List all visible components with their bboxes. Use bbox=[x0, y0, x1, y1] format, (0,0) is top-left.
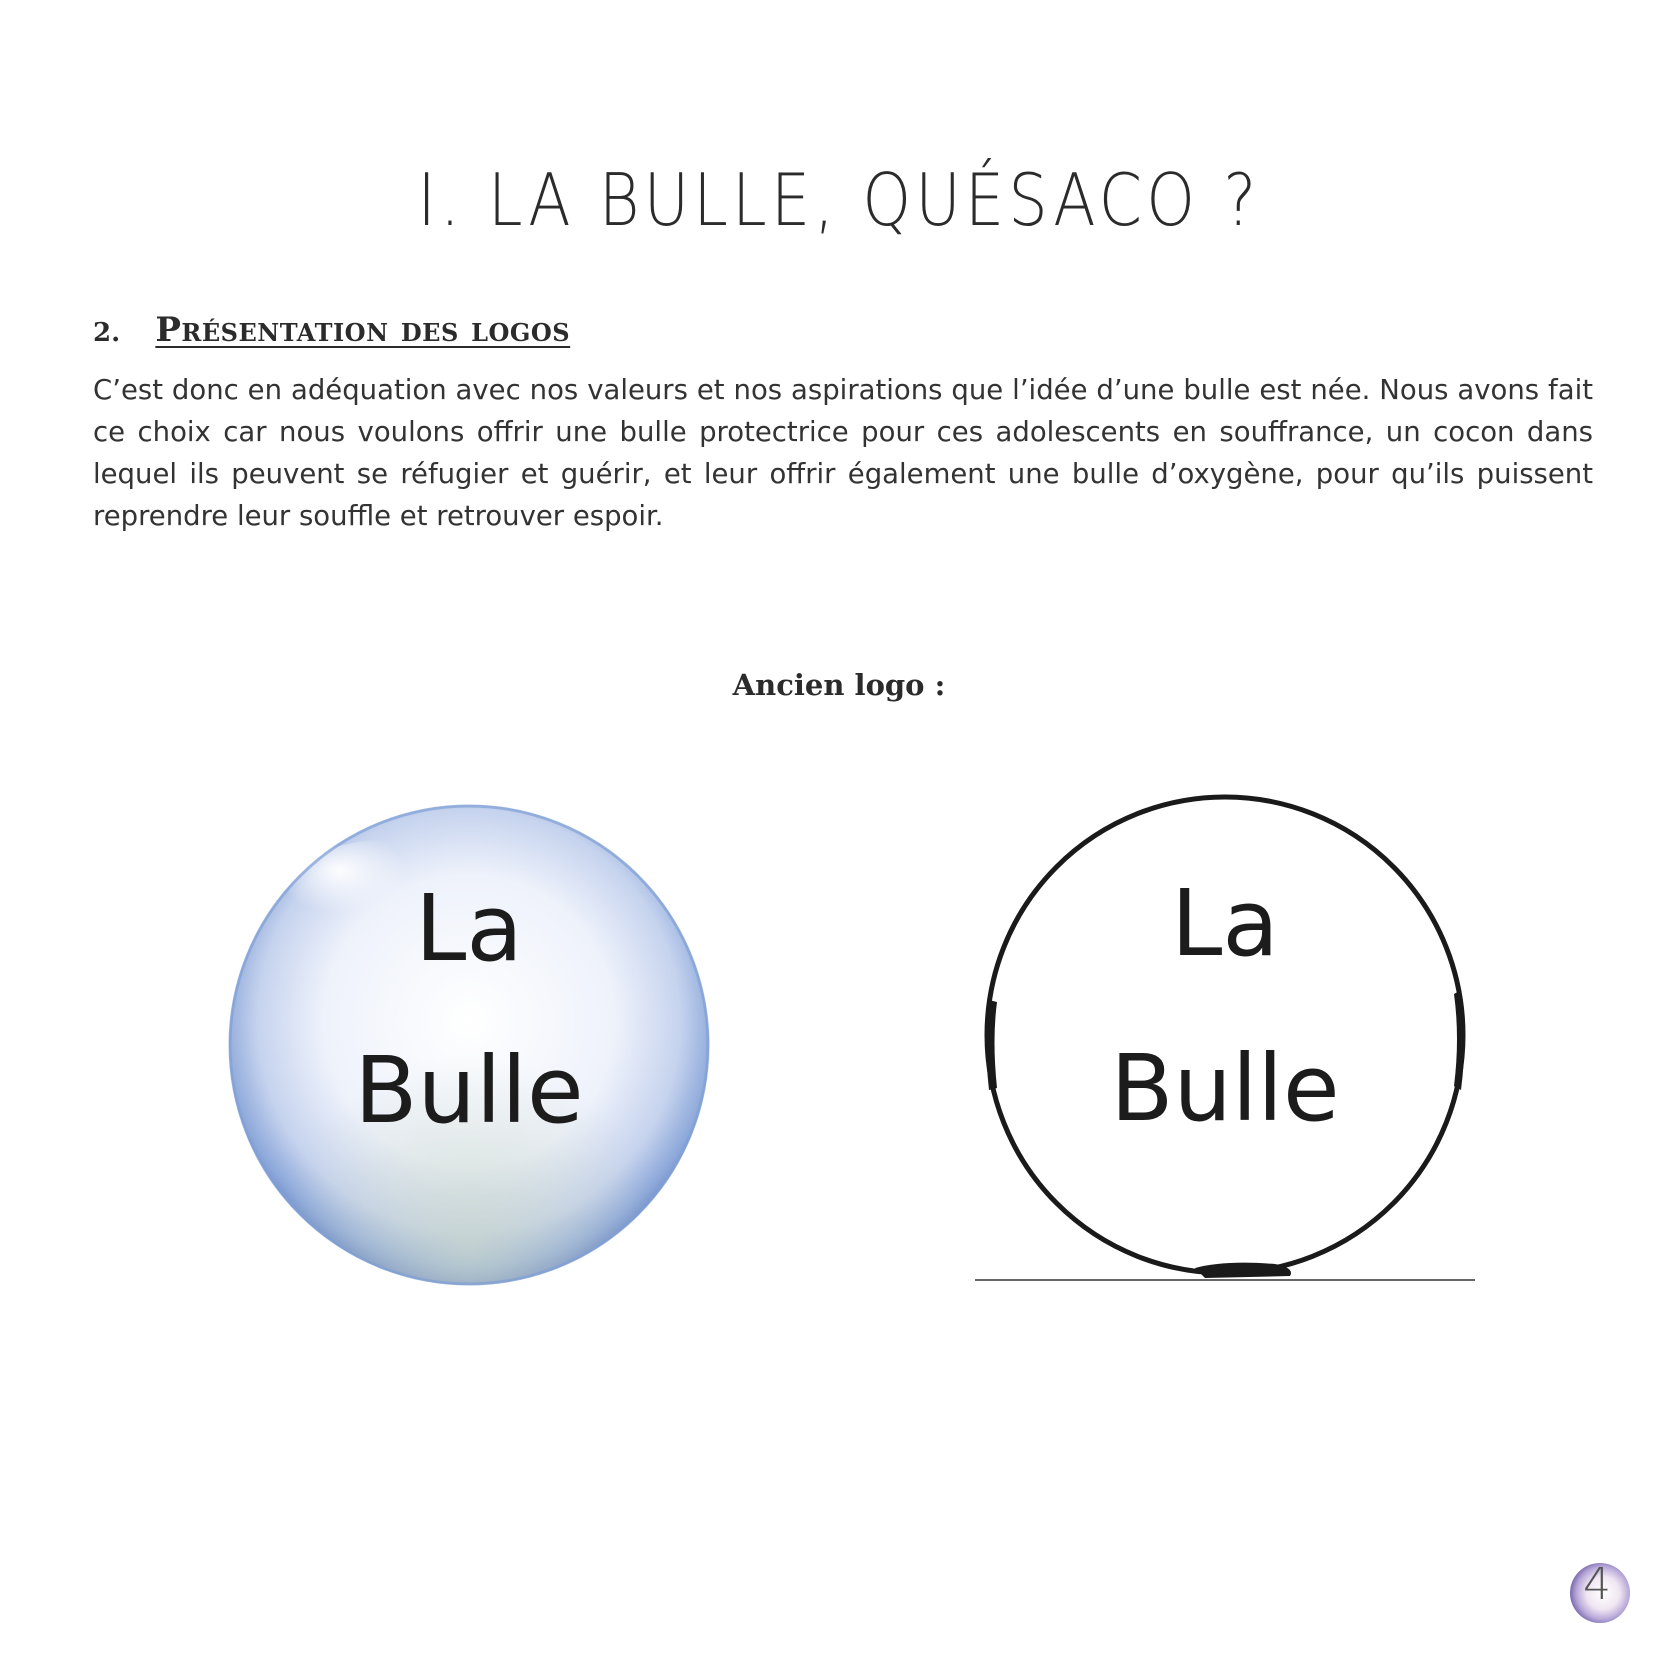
outline-logo-text-la: La bbox=[1171, 870, 1279, 977]
outline-logo-text-bulle: Bulle bbox=[1110, 1035, 1340, 1142]
bubble-logo-text-la: La bbox=[415, 875, 523, 982]
section-heading bbox=[93, 310, 570, 350]
section-title: Présentation des logos bbox=[155, 310, 571, 350]
section-number: 2. bbox=[93, 318, 121, 348]
intro-paragraph: C’est donc en adéquation avec nos valeurs et nos aspirations que l’idée d’une bulle est née. Nous avons fait ce choix car nous voulons offrir une bulle protectrice pour ces adolescents en souffrance, un cocon dans lequel ils peuvent se réfugier et guérir, et leur offrir également une bulle d’oxygène, pour qu’ils puissent reprendre leur souffle et retrouver espoir. bbox=[93, 374, 1593, 532]
outline-brush-left bbox=[986, 1000, 997, 1090]
bubble-logo bbox=[224, 800, 714, 1290]
page-number: 4 bbox=[1583, 1559, 1611, 1610]
bubble-logo-text-bulle: Bulle bbox=[354, 1037, 584, 1144]
figure-caption: Ancien logo : bbox=[732, 668, 946, 702]
outline-brush-bottom bbox=[1195, 1263, 1291, 1278]
page-number-badge bbox=[1562, 1555, 1632, 1625]
outline-logo bbox=[975, 790, 1475, 1290]
page-title: I. LA BULLE, QUÉSACO ? bbox=[417, 158, 1261, 242]
